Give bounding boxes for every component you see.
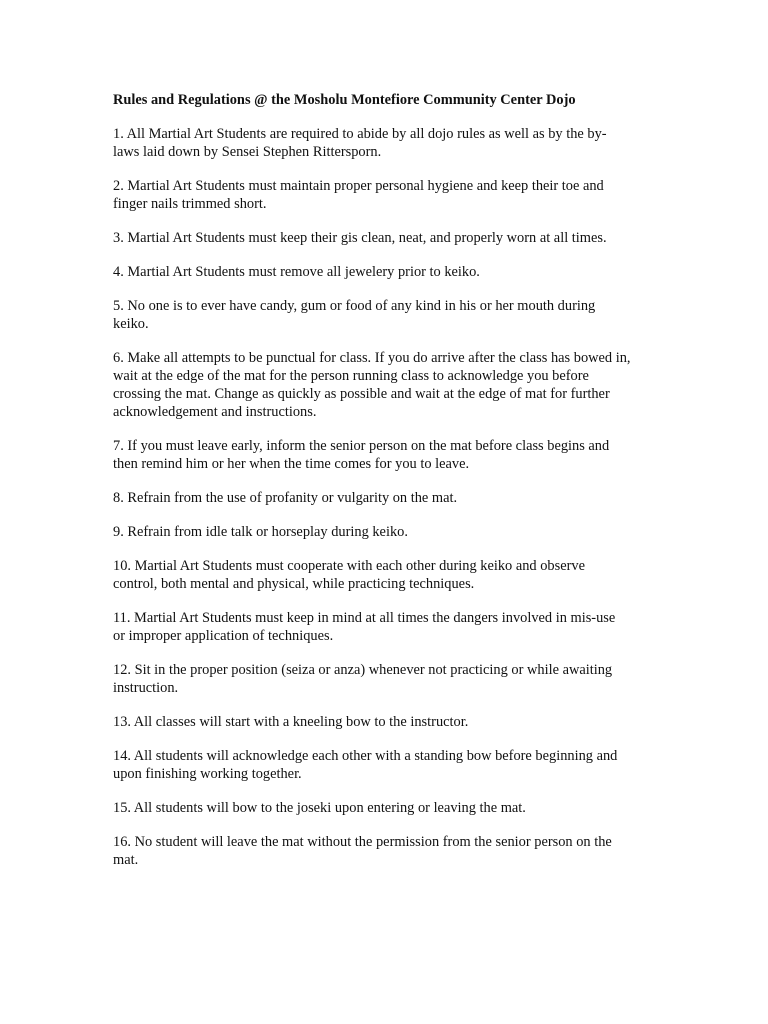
rule-line: 9. Refrain from idle talk or horseplay during keiko. [113,524,408,540]
rule-line: 2. Martial Art Students must maintain proper personal hygiene and keep their toe and [113,178,604,194]
rule-line: crossing the mat. Change as quickly as possible and wait at the edge of mat for further [113,386,610,402]
rule-line: keiko. [113,316,149,332]
rule-line: upon finishing working together. [113,766,302,782]
rule-line: laws laid down by Sensei Stephen Rittersporn. [113,144,382,160]
rule-line: or improper application of techniques. [113,628,334,644]
rule-9 [113,523,663,541]
rule-5 [113,297,663,333]
rule-14 [113,747,663,783]
rule-7 [113,437,663,473]
rule-13 [113,713,663,731]
rule-11 [113,609,663,645]
rule-4 [113,263,663,281]
rule-line: 11. Martial Art Students must keep in mind at all times the dangers involved in mis-use [113,610,616,626]
rule-line: 16. No student will leave the mat without the permission from the senior person on the [113,834,612,850]
rule-line: 8. Refrain from the use of profanity or vulgarity on the mat. [113,490,458,506]
rule-line: 4. Martial Art Students must remove all jewelery prior to keiko. [113,264,480,280]
rule-12 [113,661,663,697]
rule-line: 7. If you must leave early, inform the senior person on the mat before class begins and [113,438,610,454]
rule-6 [113,349,663,421]
rule-line: 6. Make all attempts to be punctual for class. If you do arrive after the class has bowed in, [113,350,631,366]
document-title: Rules and Regulations @ the Mosholu Montefiore Community Center Dojo [113,92,576,108]
rule-line: control, both mental and physical, while practicing techniques. [113,576,475,592]
rule-line: 14. All students will acknowledge each other with a standing bow before beginning and [113,748,618,764]
rule-line: mat. [113,852,139,868]
rule-1 [113,125,663,161]
rule-line: instruction. [113,680,179,696]
rule-line: 10. Martial Art Students must cooperate with each other during keiko and observe [113,558,585,574]
rule-line: wait at the edge of the mat for the person running class to acknowledge you before [113,368,589,384]
rule-3 [113,229,663,247]
rule-line: 13. All classes will start with a kneeling bow to the instructor. [113,714,469,730]
document-page [113,91,663,885]
rule-line: 12. Sit in the proper position (seiza or anza) whenever not practicing or while awaiting [113,662,613,678]
rule-10 [113,557,663,593]
rule-15 [113,799,663,817]
rule-line: then remind him or her when the time comes for you to leave. [113,456,470,472]
rule-line: finger nails trimmed short. [113,196,267,212]
rule-2 [113,177,663,213]
rule-line: 15. All students will bow to the joseki upon entering or leaving the mat. [113,800,526,816]
rule-line: 3. Martial Art Students must keep their gis clean, neat, and properly worn at all times. [113,230,607,246]
rule-line: acknowledgement and instructions. [113,404,317,420]
rule-16 [113,833,663,869]
rule-line: 1. All Martial Art Students are required to abide by all dojo rules as well as by the by- [113,126,607,142]
rule-line: 5. No one is to ever have candy, gum or food of any kind in his or her mouth during [113,298,596,314]
rule-8 [113,489,663,507]
